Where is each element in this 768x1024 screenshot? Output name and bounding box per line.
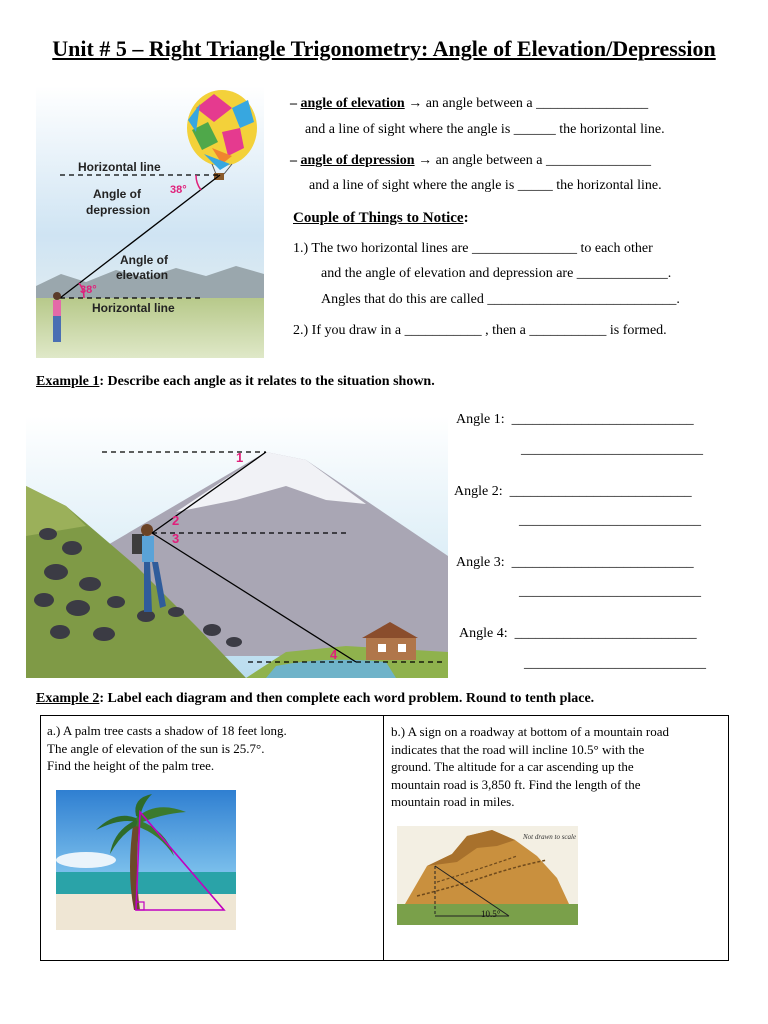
- elevation-label-line1: Angle of: [120, 253, 168, 267]
- angle1-blank2[interactable]: __________________________: [521, 442, 703, 457]
- example2-heading: Example 2: Label each diagram and then complete each word problem. Round to tenth place.: [36, 691, 595, 706]
- problem-a: a.) A palm tree casts a shadow of 18 feet long. The angle of elevation of the sun is 25.7°. Find the height of the palm tree.: [47, 723, 287, 773]
- elevation-definition-line2: and a line of sight where the angle is ______ the horizontal line.: [305, 122, 665, 137]
- notice-heading: Couple of Things to Notice:: [293, 210, 469, 226]
- depression-term: angle of depression: [300, 153, 415, 168]
- balloon-figure: [36, 86, 264, 358]
- angle4-blank2[interactable]: __________________________: [524, 656, 706, 671]
- palm-tree-illustration: [56, 790, 236, 930]
- depression-definition: – angle of depression → an angle between a _______________: [290, 153, 651, 168]
- angle2-blank2[interactable]: __________________________: [519, 513, 701, 528]
- angle-label-bottom: 38°: [80, 284, 97, 296]
- notice-item1-line1: 1.) The two horizontal lines are _______________ to each other: [293, 241, 653, 256]
- angle3-blank[interactable]: __________________________: [511, 555, 694, 570]
- depression-definition-line2: and a line of sight where the angle is _____ the horizontal line.: [309, 178, 662, 193]
- elevation-label-line2: elevation: [116, 268, 169, 282]
- angle3-blank2[interactable]: __________________________: [519, 584, 701, 599]
- notice-item2: 2.) If you draw in a ___________ , then a ___________ is formed.: [293, 323, 667, 338]
- figure-label-4: 4: [330, 647, 338, 662]
- angle2-row: Angle 2: __________________________: [454, 484, 692, 499]
- example1-heading: Example 1: Describe each angle as it relates to the situation shown.: [36, 374, 435, 389]
- incline-angle-label: 10.5°: [481, 909, 501, 919]
- table-divider: [383, 715, 384, 961]
- figure-label-2: 2: [172, 513, 180, 528]
- mountain-road-figure: [397, 826, 578, 925]
- angle2-blank[interactable]: __________________________: [509, 484, 692, 499]
- figure-label-3: 3: [172, 531, 180, 546]
- elevation-term: angle of elevation: [300, 96, 405, 111]
- palm-tree-figure: [56, 790, 236, 930]
- horizontal-line-label-top: Horizontal line: [78, 160, 161, 174]
- elevation-definition: – angle of elevation → an angle between a ________________: [290, 96, 649, 111]
- angle1-row: Angle 1: __________________________: [456, 412, 694, 427]
- angle1-blank[interactable]: __________________________: [511, 412, 694, 427]
- figure-label-1: 1: [236, 450, 244, 465]
- balloon-illustration: [36, 86, 264, 358]
- depression-label-line1: Angle of: [93, 187, 141, 201]
- horizontal-line-label-bottom: Horizontal line: [92, 301, 175, 315]
- angle4-blank[interactable]: __________________________: [514, 626, 697, 641]
- page-title: Unit # 5 – Right Triangle Trigonometry: Angle of Elevation/Depression: [52, 36, 716, 61]
- mountain-figure: [26, 416, 448, 678]
- angle4-row: Angle 4: __________________________: [459, 626, 697, 641]
- depression-label-line2: depression: [86, 203, 151, 217]
- angle-label-top: 38°: [170, 184, 187, 196]
- problem-b: b.) A sign on a roadway at bottom of a mountain road indicates that the road will incline 10.5° with the ground. The altitude for a car ascending up the mountain road is 3,850 ft. Find the length of the mountain road in miles.: [391, 724, 670, 809]
- notice-item1-line3: Angles that do this are called ___________________________.: [321, 292, 680, 307]
- notice-item1-line2: and the angle of elevation and depression are _____________.: [321, 266, 672, 281]
- angle3-row: Angle 3: __________________________: [456, 555, 694, 570]
- not-to-scale-note: Not drawn to scale: [523, 833, 577, 841]
